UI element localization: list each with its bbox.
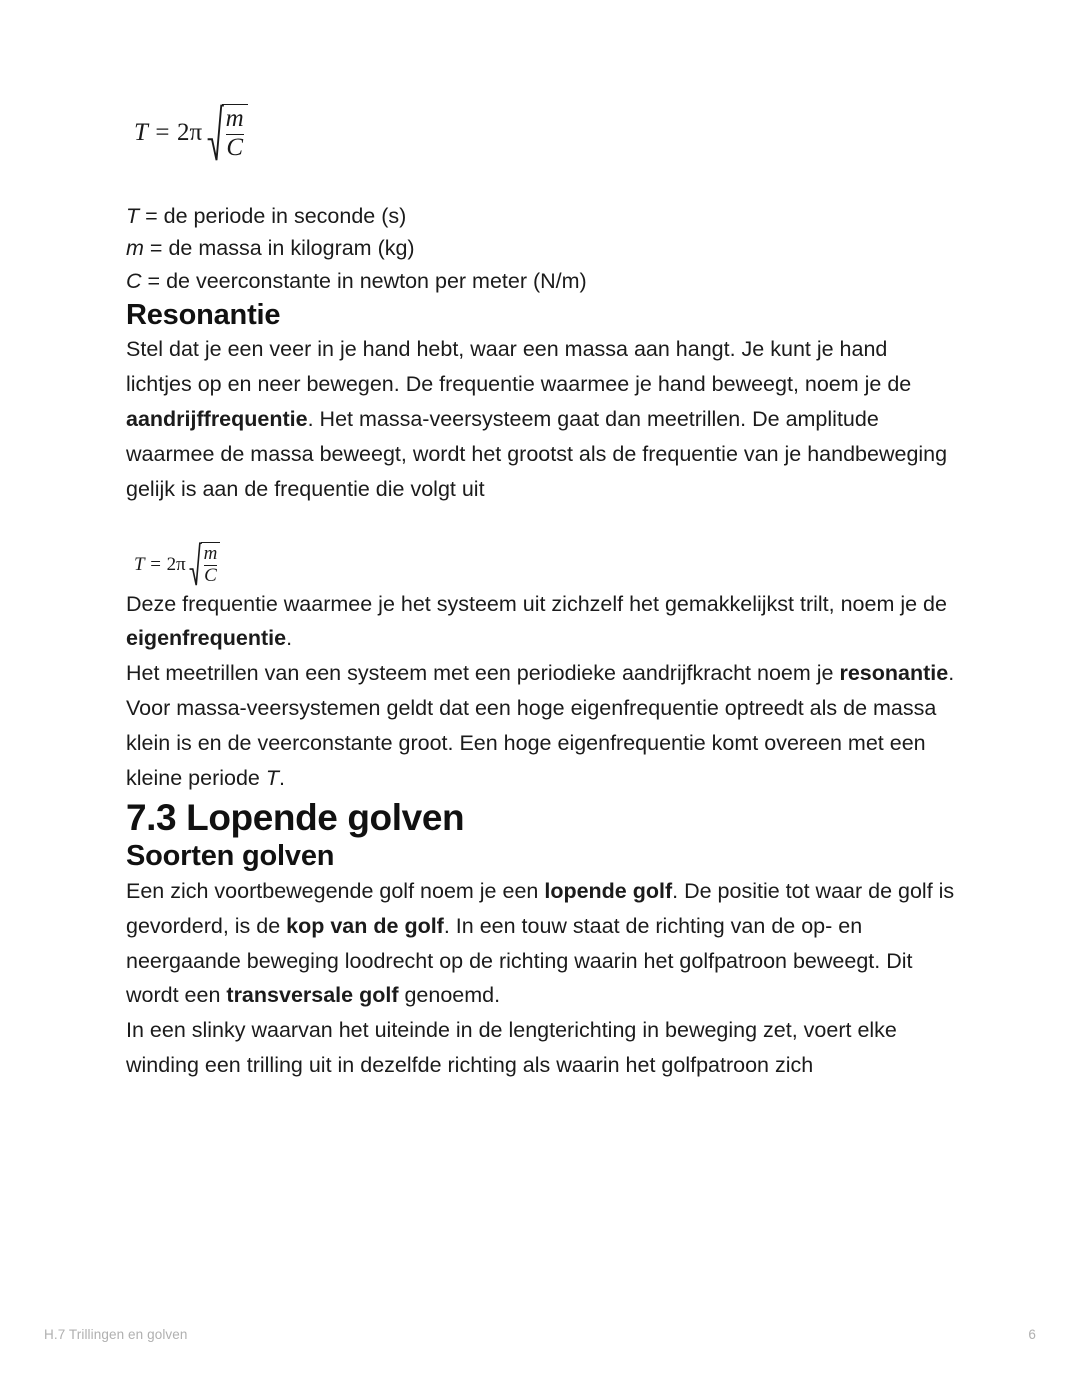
formula-period-inline <box>134 542 958 586</box>
formula-equals-sign: = <box>150 553 161 575</box>
paragraph-resonantie <box>126 332 958 506</box>
formula-radical <box>189 542 220 586</box>
formula-lhs-symbol: T <box>134 553 145 575</box>
variable-definition-row <box>126 200 958 233</box>
term-transversale-golf: transversale golf <box>226 983 399 1008</box>
variable-symbol: C <box>126 268 142 293</box>
footer-page-number: 6 <box>1028 1327 1036 1342</box>
variable-symbol: T <box>126 203 140 228</box>
paragraph-resonantie-text-2: . Het massa-veersysteem gaat dan meetrillen. De amplitude waarmee de massa beweegt, wordt het grootst als de frequentie van je handbeweging gelijk is aan de frequentie die volgt uit <box>126 406 948 501</box>
variable-definition-row <box>126 265 958 298</box>
formula-numerator: m <box>225 105 244 132</box>
square-root-icon <box>189 542 200 586</box>
variable-description: de massa in kilogram (kg) <box>168 236 415 261</box>
heading-resonantie: Resonantie <box>126 298 281 331</box>
page-footer <box>44 1327 1036 1342</box>
variable-equals: = <box>149 236 163 261</box>
variable-definition-list <box>126 200 958 298</box>
footer-chapter-label: H.7 Trillingen en golven <box>44 1327 188 1342</box>
paragraph-meetrillen <box>126 656 958 795</box>
variable-description: de periode in seconde (s) <box>163 203 407 228</box>
heading-soorten-golven: Soorten golven <box>126 840 335 873</box>
paragraph-lopende-golf-text-1: Een zich voortbewegende golf noem je een <box>126 879 545 903</box>
term-lopende-golf: lopende golf <box>544 879 673 903</box>
term-eigenfrequentie: eigenfrequentie <box>126 626 287 651</box>
formula-pi-symbol: π <box>176 553 186 575</box>
heading-section-7-3: 7.3 Lopende golven <box>126 796 465 838</box>
paragraph-meetrillen-text-3: . <box>279 765 285 790</box>
formula-fraction <box>201 542 221 586</box>
formula-coefficient: 2 <box>166 553 177 575</box>
paragraph-eigenfrequentie-text-2: . <box>286 626 293 651</box>
formula-denominator: C <box>226 134 244 161</box>
paragraph-lopende-golf-text-2: . De positie tot waar de golf is gevorderd, is de <box>126 879 955 938</box>
formula-equals-sign: = <box>155 118 170 146</box>
formula-pi-symbol: π <box>189 118 203 146</box>
paragraph-lopende-golf <box>126 874 958 1013</box>
formula-numerator: m <box>203 543 218 565</box>
paragraph-lopende-golf-text-3: . In een touw staat de richting van de op- en neergaande beweging loodrecht op de richting waarin het golfpatroon beweegt. Dit wordt een <box>126 913 913 1008</box>
formula-denominator: C <box>204 565 217 587</box>
formula-fraction <box>222 104 248 162</box>
paragraph-eigenfrequentie <box>126 587 958 657</box>
variable-symbol: m <box>126 236 144 261</box>
square-root-icon <box>207 104 222 162</box>
term-aandrijffrequentie: aandrijffrequentie <box>126 406 308 431</box>
variable-equals: = <box>145 203 158 228</box>
formula-period-top <box>134 104 958 162</box>
variable-equals: = <box>147 268 161 293</box>
paragraph-meetrillen-text-1: Het meetrillen van een systeem met een periodieke aandrijfkracht noem je <box>126 661 840 686</box>
formula-coefficient: 2 <box>177 118 190 146</box>
variable-description: de veerconstante in newton per meter (N/m) <box>166 268 587 293</box>
term-kop-van-de-golf: kop van de golf <box>286 913 444 938</box>
formula-lhs-symbol: T <box>134 118 148 146</box>
symbol-period-t: T <box>265 765 279 790</box>
paragraph-eigenfrequentie-text-1: Deze frequentie waarmee je het systeem uit zichzelf het gemakkelijkst trilt, noem je de <box>126 591 947 616</box>
formula-radical <box>207 104 248 162</box>
paragraph-lopende-golf-text-4: genoemd. <box>398 983 501 1008</box>
paragraph-slinky: In een slinky waarvan het uiteinde in de lengterichting in beweging zet, voert elke winding een trilling uit in dezelfde richting als waarin het golfpatroon zich <box>126 1018 897 1078</box>
paragraph-meetrillen-text-2: . Voor massa-veersystemen geldt dat een hoge eigenfrequentie optreedt als de massa klein is en de veerconstante groot. Een hoge eigenfrequentie komt overeen met een kleine periode <box>126 661 955 790</box>
term-resonantie: resonantie <box>839 661 949 686</box>
page-content <box>126 104 958 1083</box>
variable-definition-row <box>126 232 958 265</box>
paragraph-resonantie-text-1: Stel dat je een veer in je hand hebt, waar een massa aan hangt. Je kunt je hand lichtjes op en neer bewegen. De frequentie waarmee je hand beweegt, noem je de <box>126 337 912 397</box>
